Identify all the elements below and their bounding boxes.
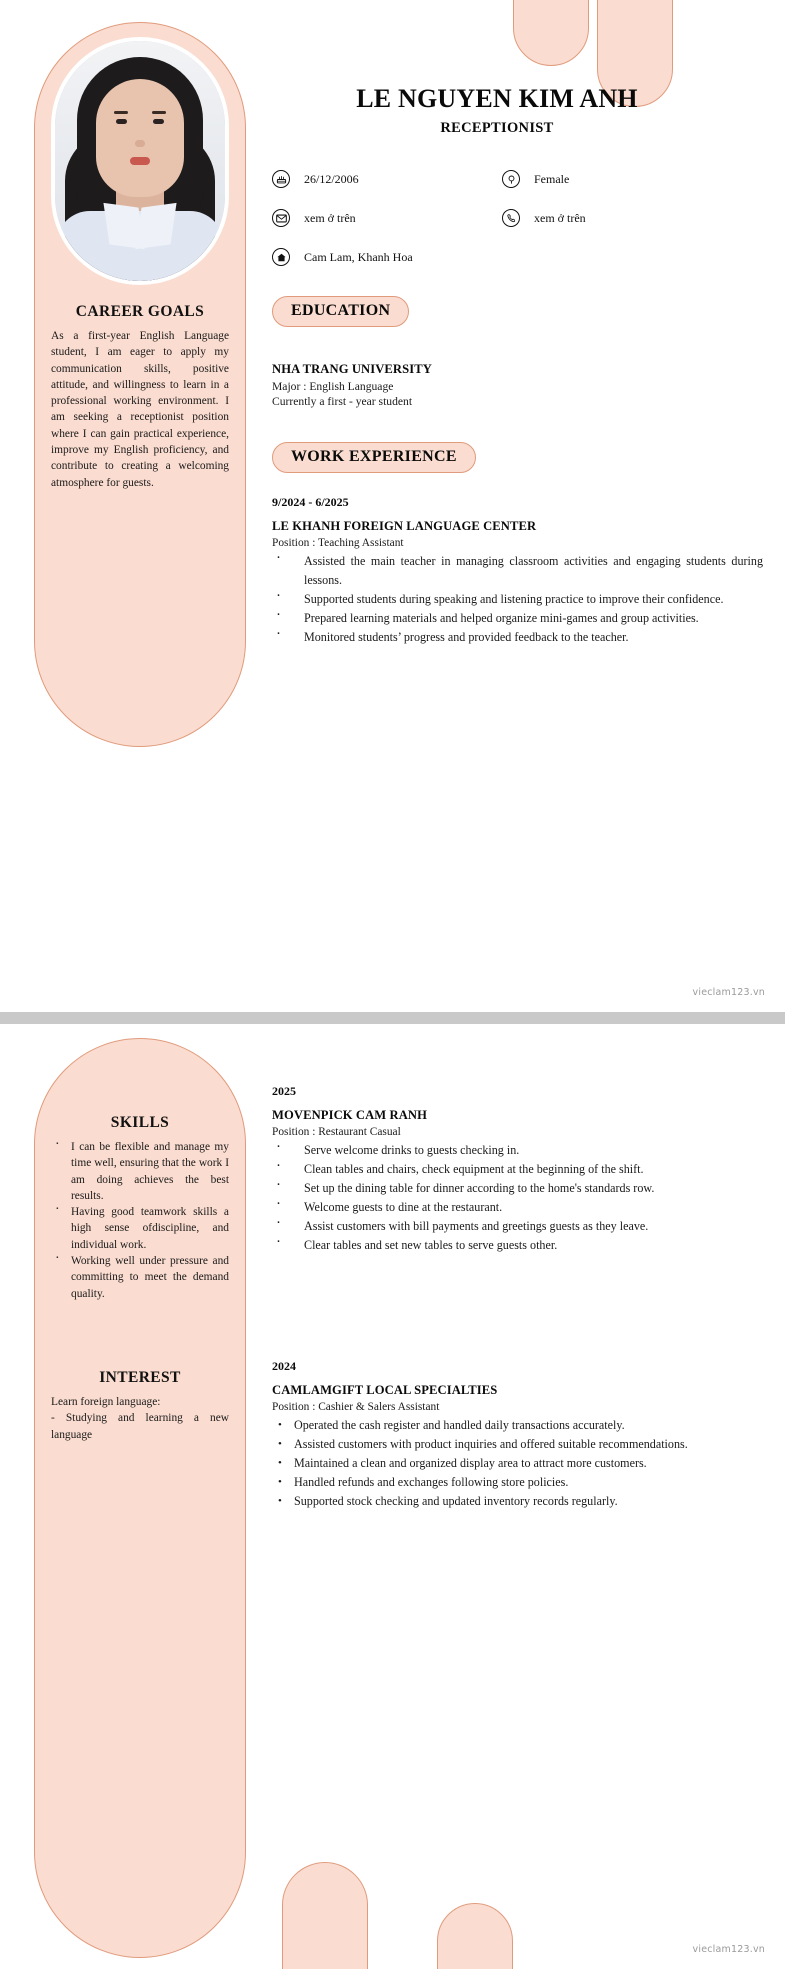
job-company: LE KHANH FOREIGN LANGUAGE CENTER: [272, 519, 537, 533]
envelope-icon: [272, 209, 290, 227]
skills-section: [51, 1114, 229, 1302]
skills-list: [51, 1139, 229, 1302]
resume-page-2: [0, 1024, 785, 1969]
job-duty: · Prepared learning materials and helped organize mini-games and group activities.: [272, 609, 763, 628]
job-duty-list: [272, 552, 763, 647]
job-entry-0: [272, 495, 763, 647]
contact-phone[interactable]: [502, 209, 586, 227]
contact-birthday: [272, 170, 502, 188]
job-duty-list: [272, 1416, 763, 1511]
job-duty: · Serve welcome drinks to guests checking in.: [272, 1141, 763, 1160]
interest-line: Learn foreign language:: [51, 1396, 161, 1408]
right-content-page2: [262, 1024, 785, 1969]
job-position: Position : Cashier & Salers Assistant: [272, 1401, 440, 1413]
career-goals-section: [51, 303, 229, 491]
job-duty: · Welcome guests to dine at the restaurant.: [272, 1198, 763, 1217]
job-duty: • Handled refunds and exchanges following store policies.: [272, 1473, 763, 1492]
contact-gender-value: Female: [534, 171, 570, 186]
contact-birthday-value: 26/12/2006: [304, 171, 359, 186]
job-duty: · Clean tables and chairs, check equipment at the beginning of the shift.: [272, 1160, 763, 1179]
interest-section: [51, 1369, 229, 1443]
interest-line: - Studying and learning a new language: [51, 1412, 229, 1441]
cake-icon: [272, 170, 290, 188]
work-experience-heading-wrap: [272, 442, 763, 473]
career-goals-text: As a first-year English Language student, I am eager to apply my communication skills, positive attitude, and willingness to learn in a professional working environment. I am seeking a receptionist position where I can gain practical experience, improve my English proficiency, and contribute to creating a welcoming atmosphere for guests.: [51, 330, 229, 489]
left-sidebar-content: [35, 23, 245, 746]
job-duty: · Assist customers with bill payments and greetings guests as they leave.: [272, 1217, 763, 1236]
left-sidebar-content-page2: [35, 1039, 245, 1957]
job-duty: • Assisted customers with product inquiries and offered suitable recommendations.: [272, 1435, 763, 1454]
job-title: RECEPTIONIST: [440, 120, 554, 136]
education-section: [272, 362, 763, 410]
job-date: 2025: [272, 1084, 296, 1098]
job-duty: · Assisted the main teacher in managing classroom activities and engaging students during lessons.: [272, 552, 763, 590]
job-company: MOVENPICK CAM RANH: [272, 1108, 428, 1122]
left-sidebar-panel-page1: [34, 22, 246, 747]
contact-email-value: xem ở trên: [304, 210, 356, 225]
contact-info-group: [272, 170, 785, 287]
contact-phone-value: xem ở trên: [534, 210, 586, 225]
job-company: CAMLAMGIFT LOCAL SPECIALTIES: [272, 1383, 498, 1397]
job-date: 9/2024 - 6/2025: [272, 495, 349, 509]
job-position: Position : Teaching Assistant: [272, 537, 404, 549]
education-heading: EDUCATION: [272, 296, 409, 327]
job-duty-list: [272, 1141, 763, 1255]
job-duty: · Monitored students’ progress and provided feedback to the teacher.: [272, 628, 763, 647]
job-duty: · Set up the dining table for dinner according to the home's standards row.: [272, 1179, 763, 1198]
contact-address: [272, 248, 502, 266]
phone-icon: [502, 209, 520, 227]
education-status: Currently a first - year student: [272, 395, 413, 408]
skills-title: SKILLS: [110, 1114, 170, 1131]
contact-row-1: [272, 170, 785, 188]
contact-gender: [502, 170, 569, 188]
skill-item: · I can be flexible and manage my time well, ensuring that the work I am doing achieves the best results.: [51, 1139, 229, 1204]
job-entry-2: [272, 1359, 763, 1511]
education-heading-wrap: [272, 296, 763, 327]
left-sidebar-panel-page2: [34, 1038, 246, 1958]
contact-email[interactable]: [272, 209, 502, 227]
skill-item: · Working well under pressure and committing to meet the demand quality.: [51, 1253, 229, 1302]
home-icon: [272, 248, 290, 266]
job-duty: • Operated the cash register and handled daily transactions accurately.: [272, 1416, 763, 1435]
watermark-page1: vieclam123.vn: [692, 987, 765, 998]
contact-address-value: Cam Lam, Khanh Hoa: [304, 249, 413, 264]
page-title: LE NGUYEN KIM ANH: [356, 84, 638, 113]
job-date: 2024: [272, 1359, 296, 1373]
interest-title: INTEREST: [99, 1369, 181, 1386]
watermark-page2: vieclam123.vn: [692, 1944, 765, 1955]
contact-row-3: [272, 248, 785, 266]
job-position: Position : Restaurant Casual: [272, 1126, 401, 1138]
job-duty: • Supported stock checking and updated inventory records regularly.: [272, 1492, 763, 1511]
avatar: [55, 41, 225, 281]
education-major: Major : English Language: [272, 380, 394, 393]
profile-photo-frame: [51, 37, 229, 285]
job-duty: • Maintained a clean and organized display area to attract more customers.: [272, 1454, 763, 1473]
skill-item: · Having good teamwork skills a high sense ofdiscipline, and individual work.: [51, 1204, 229, 1253]
right-content-page1: [262, 0, 785, 1012]
education-school: NHA TRANG UNIVERSITY: [272, 362, 432, 376]
contact-row-2: [272, 209, 785, 227]
job-duty: · Clear tables and set new tables to serve guests other.: [272, 1236, 763, 1255]
page-separator: [0, 1012, 785, 1024]
gender-icon: [502, 170, 520, 188]
job-duty: · Supported students during speaking and listening practice to improve their confidence.: [272, 590, 763, 609]
work-experience-heading: WORK EXPERIENCE: [272, 442, 476, 473]
career-goals-title: CAREER GOALS: [75, 303, 205, 320]
job-entry-1: [272, 1084, 763, 1255]
